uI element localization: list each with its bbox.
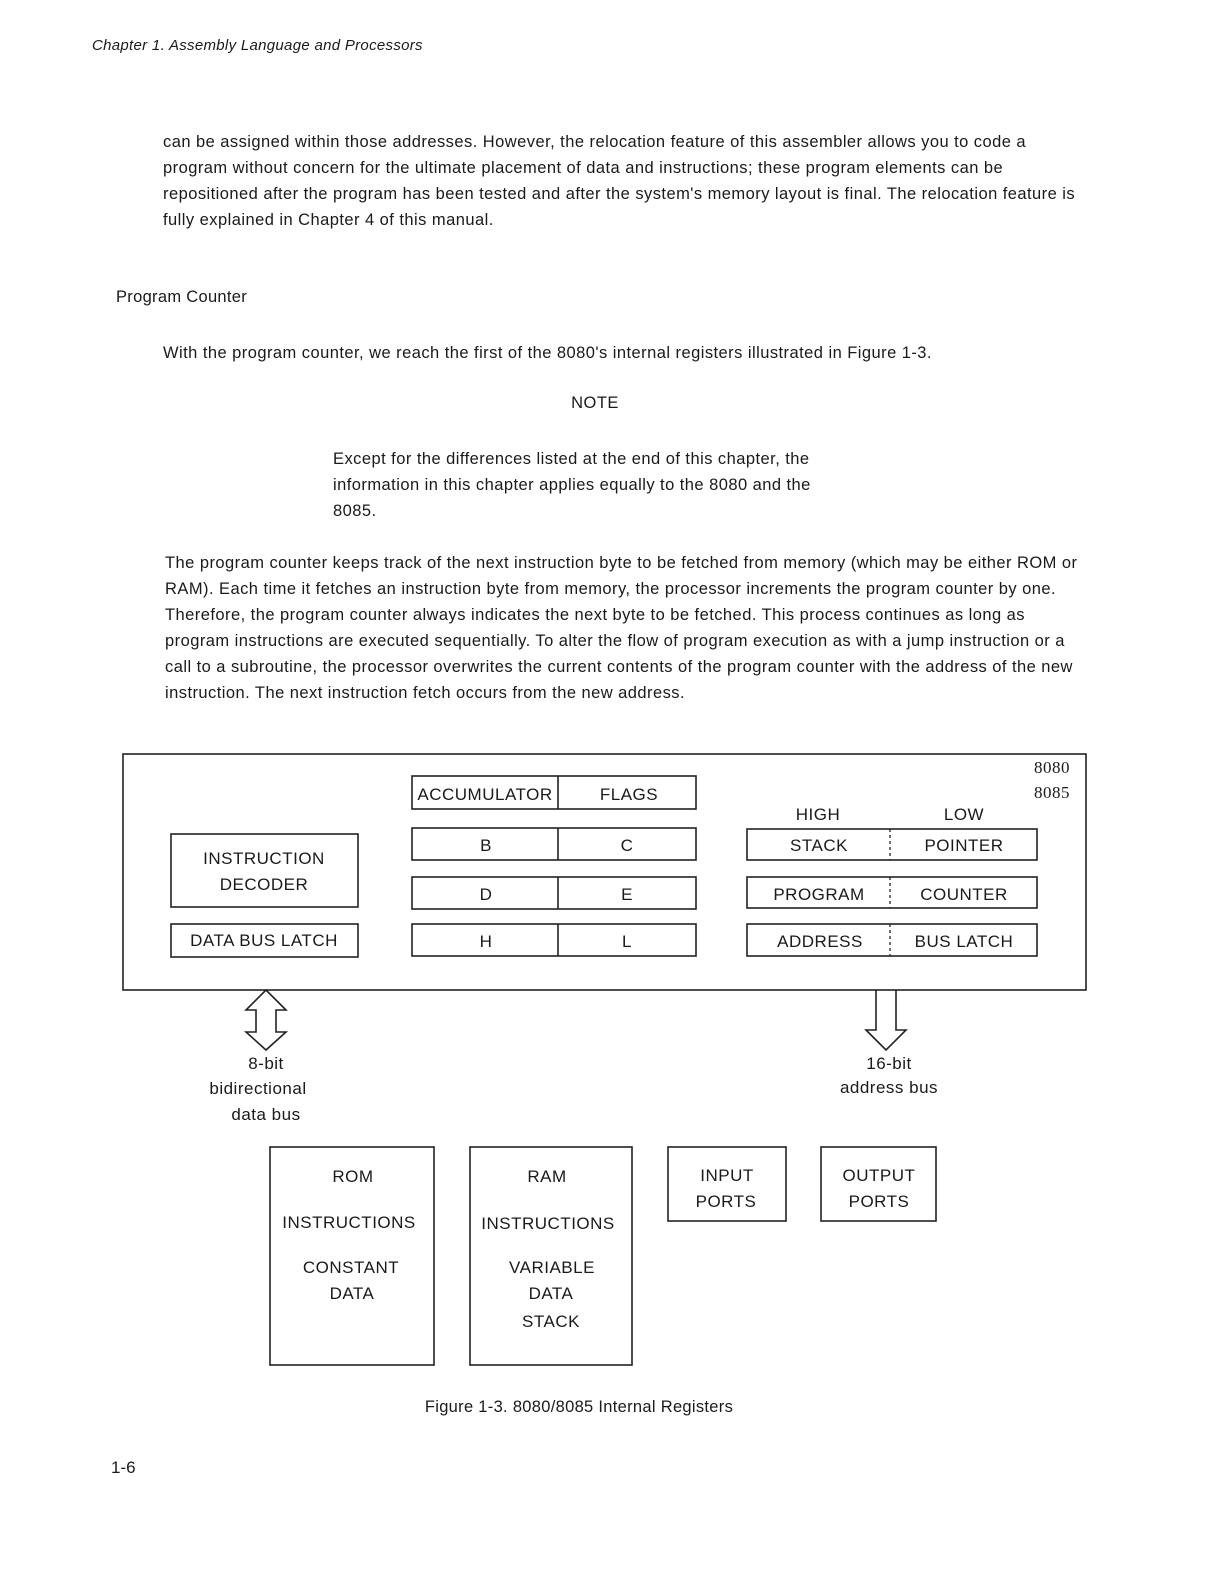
instruction-decoder-label-2: DECODER [219, 875, 309, 894]
low-byte-label: LOW [943, 805, 985, 824]
rom-title: ROM [332, 1167, 374, 1186]
address-latch-low-label: BUS LATCH [914, 932, 1014, 951]
register-e-label: E [621, 885, 633, 904]
rom-line-2: CONSTANT [302, 1258, 400, 1277]
flags-label: FLAGS [599, 785, 659, 804]
data-bus-label-1: 8-bit [248, 1054, 284, 1073]
register-h-label: H [479, 932, 493, 951]
stack-pointer-low-label: POINTER [924, 836, 1004, 855]
address-bus-label-2: address bus [839, 1078, 939, 1097]
ram-line-2: VARIABLE [509, 1258, 595, 1277]
data-bus-label-3: data bus [231, 1105, 301, 1124]
output-ports-label-1: OUTPUT [842, 1166, 916, 1185]
running-header: Chapter 1. Assembly Language and Processors [92, 37, 423, 54]
output-ports-label-2: PORTS [848, 1192, 910, 1211]
ram-line-1: INSTRUCTIONS [481, 1214, 615, 1233]
ram-line-4: STACK [522, 1312, 580, 1331]
rom-line-3: DATA [329, 1284, 375, 1303]
instruction-decoder-box [171, 834, 358, 907]
program-counter-low-label: COUNTER [920, 885, 1008, 904]
cpu-label-8080: 8080 [1034, 758, 1070, 777]
ram-line-3: DATA [528, 1284, 574, 1303]
input-ports-label-1: INPUT [700, 1166, 754, 1185]
high-byte-label: HIGH [795, 805, 841, 824]
note-title: NOTE [571, 394, 619, 412]
page-number: 1-6 [111, 1458, 136, 1477]
program-counter-paragraph: The program counter keeps track of the next instruction byte to be fetched from memory (which may be either ROM or RAM). Each time it fetches an instruction byte from memory, the processor increments the program counter by one. Therefore, the program counter always indicates the next byte to be fetched. This process continues as long as program instructions are executed sequentially. To alter the flow of program execution as with a jump instruction or a call to a subroutine, the processor overwrites the current contents of the program counter with the address of the new instruction. The next instruction fetch occurs from the new address. [165, 554, 1078, 702]
address-latch-high-label: ADDRESS [777, 932, 863, 951]
figure-caption: Figure 1-3. 8080/8085 Internal Registers [424, 1398, 734, 1416]
data-bus-latch-label: DATA BUS LATCH [190, 931, 338, 950]
section-lead-paragraph: With the program counter, we reach the first of the 8080's internal registers illustrated in Figure 1-3. [163, 344, 932, 362]
accumulator-label: ACCUMULATOR [417, 785, 553, 804]
bc-register-pair [412, 828, 696, 860]
cpu-label-8085: 8085 [1034, 783, 1070, 802]
register-l-label: L [622, 932, 632, 951]
register-c-label: C [620, 836, 634, 855]
de-register-pair [412, 877, 696, 909]
address-bus-label-1: 16-bit [866, 1054, 912, 1073]
register-d-label: D [479, 885, 493, 904]
hl-register-pair [412, 924, 696, 956]
ram-title: RAM [527, 1167, 567, 1186]
bidirectional-arrow-icon [246, 990, 286, 1050]
section-heading: Program Counter [116, 288, 248, 306]
stack-pointer-high-label: STACK [790, 836, 848, 855]
rom-line-1: INSTRUCTIONS [282, 1213, 416, 1232]
intro-paragraph: can be assigned within those addresses. However, the relocation feature of this assembler allows you to code a program without concern for the ultimate placement of data and instructions; these program elements can be repositioned after the program has been tested and after the system's memory layout is final. The relocation feature is fully explained in Chapter 4 of this manual. [163, 133, 1076, 229]
note-body: Except for the differences listed at the end of this chapter, the information in this chapter applies equally to the 8080 and the 8085. [333, 450, 811, 520]
program-counter-high-label: PROGRAM [773, 885, 865, 904]
input-ports-label-2: PORTS [695, 1192, 757, 1211]
data-bus-label-2: bidirectional [209, 1079, 307, 1098]
register-b-label: B [480, 836, 492, 855]
down-arrow-icon [866, 990, 906, 1050]
instruction-decoder-label-1: INSTRUCTION [203, 849, 325, 868]
